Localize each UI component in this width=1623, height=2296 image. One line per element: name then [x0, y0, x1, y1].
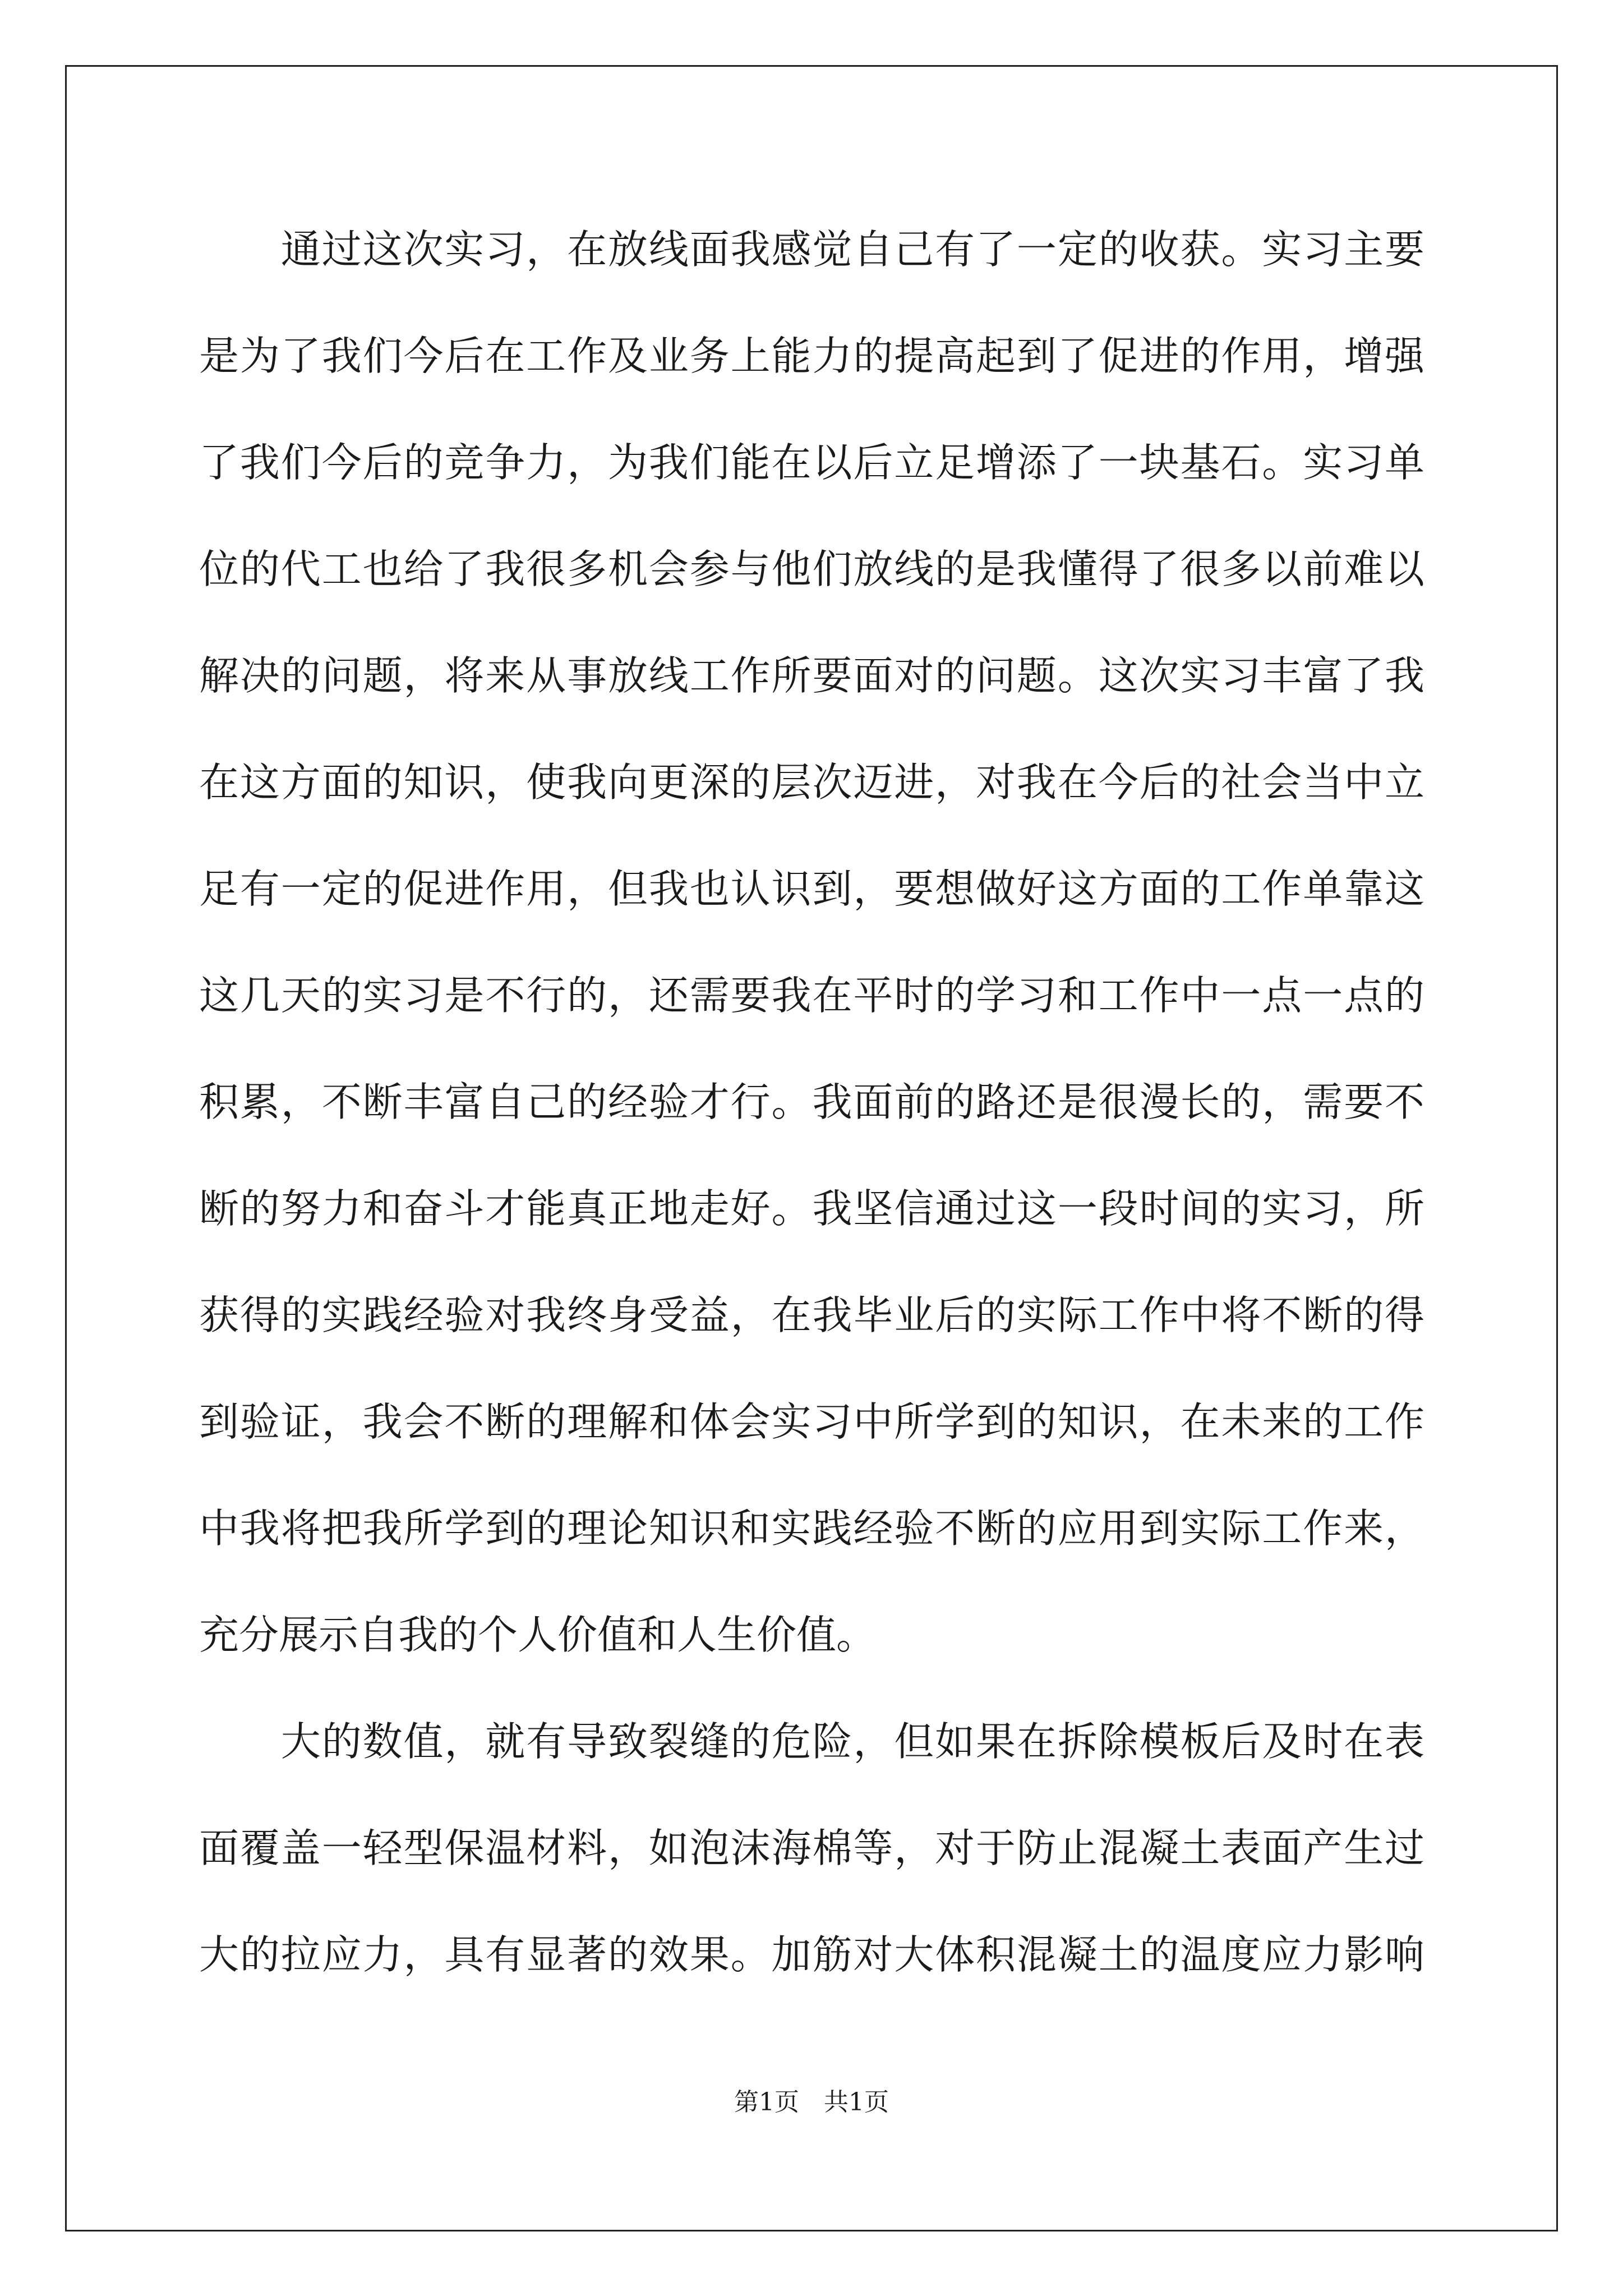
- text-line: 解决的问题，将来从事放线工作所要面对的问题。这次实习丰富了我: [199, 652, 1424, 699]
- text-line: 中我将把我所学到的理论知识和实践经验不断的应用到实际工作来，: [199, 1505, 1424, 1552]
- text-line: 位的代工也给了我很多机会参与他们放线的是我懂得了很多以前难以: [199, 546, 1424, 592]
- paragraph-2: [199, 1711, 1424, 2031]
- text-line: 足有一定的促进作用，但我也认识到，要想做好这方面的工作单靠这: [199, 866, 1424, 912]
- text-line: 是为了我们今后在工作及业务上能力的提高起到了促进的作用，增强: [199, 333, 1424, 379]
- text-line: 通过这次实习，在放线面我感觉自己有了一定的收获。实习主要: [199, 226, 1424, 273]
- text-line: 获得的实践经验对我终身受益，在我毕业后的实际工作中将不断的得: [199, 1292, 1424, 1338]
- paragraph-1: [199, 219, 1424, 1711]
- text-line: 面覆盖一轻型保温材料，如泡沫海棉等，对于防止混凝土表面产生过: [199, 1825, 1424, 1871]
- text-line: 积累，不断丰富自己的经验才行。我面前的路还是很漫长的，需要不: [199, 1079, 1424, 1125]
- text-line: 大的数值，就有导致裂缝的危险，但如果在拆除模板后及时在表: [199, 1718, 1424, 1765]
- text-line: 了我们今后的竞争力，为我们能在以后立足增添了一块基石。实习单: [199, 439, 1424, 486]
- text-line: 这几天的实习是不行的，还需要我在平时的学习和工作中一点一点的: [199, 972, 1424, 1019]
- text-line: 大的拉应力，具有显著的效果。加筋对大体积混凝土的温度应力影响: [199, 1931, 1424, 1978]
- text-line: 在这方面的知识，使我向更深的层次迈进，对我在今后的社会当中立: [199, 759, 1424, 806]
- text-line: 到验证，我会不断的理解和体会实习中所学到的知识，在未来的工作: [199, 1398, 1424, 1445]
- text-line: 充分展示自我的个人价值和人生价值。: [199, 1612, 877, 1658]
- page-number-footer: 第1页 共1页: [734, 2088, 889, 2116]
- text-line: 断的努力和奋斗才能真正地走好。我坚信通过这一段时间的实习，所: [199, 1185, 1424, 1232]
- document-body: [199, 219, 1424, 2031]
